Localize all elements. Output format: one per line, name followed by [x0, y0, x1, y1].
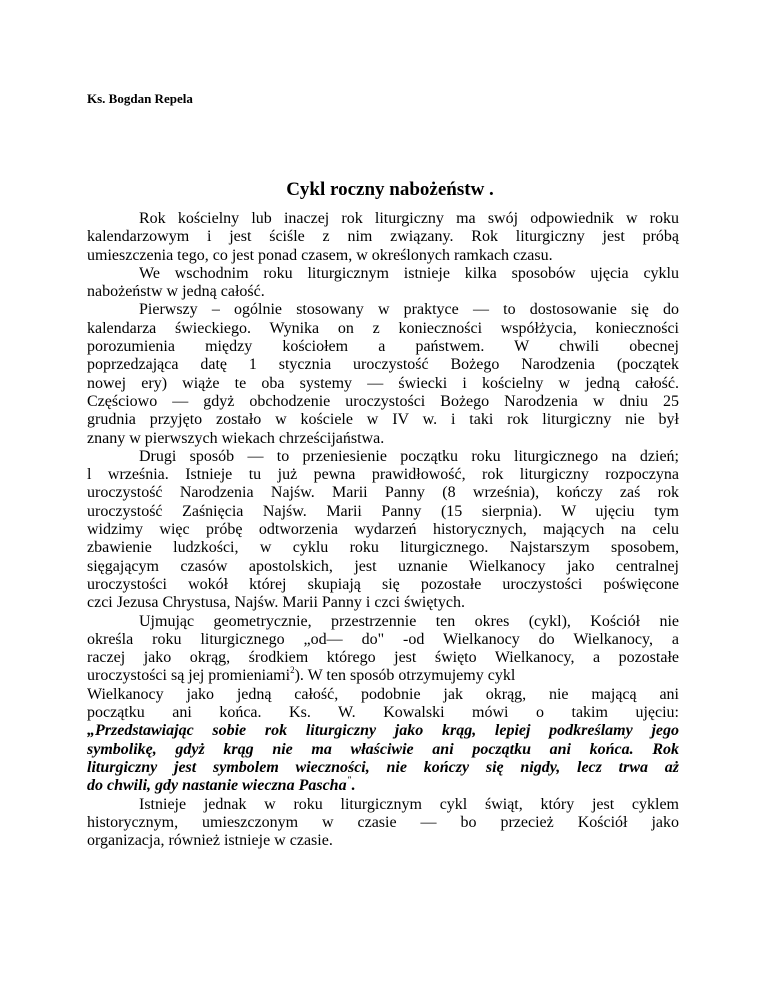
- text-line: poprzedzająca datę 1 stycznia uroczystość Bożego Narodzenia (początek: [87, 356, 679, 374]
- text-line: Częściowo — gdyż obchodzenie uroczystości Bożego Narodzenia w dniu 25: [87, 392, 679, 410]
- text-segment: ). W ten sposób otrzymujemy cykl: [294, 667, 516, 685]
- text-line: uroczystość Zaśnięcia Najśw. Marii Panny (15 sierpnia). W ujęciu tym: [87, 502, 679, 520]
- quote-line: „Przedstawiając sobie rok liturgiczny jako krąg, lepiej podkreślamy jego: [87, 722, 679, 740]
- title-text: Cykl roczny nabożeństw .: [286, 179, 494, 200]
- quote-line: liturgiczny jest symbolem wieczności, nie kończy się nigdy, lecz trwa aż: [87, 758, 679, 776]
- page-title: [0, 179, 768, 201]
- text-segment: do chwili, gdy nastanie wieczna Pascha: [87, 777, 347, 795]
- text-line: Pierwszy – ogólnie stosowany w praktyce — to dostosowanie się do: [139, 301, 679, 319]
- text-line: l września. Istnieje tu już pewna prawidłowość, rok liturgiczny rozpoczyna: [87, 466, 679, 484]
- quote-line: symbolikę, gdyż krąg nie ma właściwie ani początku ani końca. Rok: [87, 740, 679, 758]
- text-line: We wschodnim roku liturgicznym istnieje kilka sposobów ujęcia cyklu: [139, 264, 679, 282]
- text-line: sięgającym czasów apostolskich, jest uznanie Wielkanocy jako centralnej: [87, 557, 679, 575]
- text-line: zbawienie ludzkości, w cyklu roku liturgicznego. Najstarszym sposobem,: [87, 539, 679, 557]
- text-line: widzimy więc próbę odtworzenia wydarzeń historycznych, mających na celu: [87, 521, 679, 539]
- body-text: [87, 210, 679, 850]
- text-line: raczej jako okrąg, środkiem którego jest święto Wielkanocy, a pozostałe: [87, 649, 679, 667]
- text-line: uroczystości wokół której skupiają się pozostałe uroczystości poświęcone: [87, 575, 679, 593]
- footnote-marker: 2: [290, 665, 295, 676]
- text-segment: uroczystości są jej promieniami: [87, 667, 291, 685]
- text-line: kalendarzowym i jest ściśle z nim związany. Rok liturgiczny jest próbą: [87, 228, 679, 246]
- text-line: Ujmując geometrycznie, przestrzennie ten okres (cykl), Kościół nie: [139, 612, 679, 630]
- text-line: nowej ery) wiąże te oba systemy — świecki i kościelny w jedną całość.: [87, 374, 679, 392]
- text-segment: .: [351, 777, 356, 795]
- text-line: historycznym, umieszczonym w czasie — bo przecież Kościół jako: [87, 813, 679, 831]
- footnote-marker: ": [346, 775, 352, 786]
- text-line: Drugi sposób — to przeniesienie początku roku liturgicznego na dzień;: [139, 447, 679, 465]
- text-line: znany w pierwszych wiekach chrześcijaństwa.: [87, 429, 385, 447]
- text-line: czci Jezusa Chrystusa, Najśw. Marii Panny i czci świętych.: [87, 594, 465, 612]
- text-line: uroczystość Narodzenia Najśw. Marii Panny (8 września), kończy zaś rok: [87, 484, 679, 502]
- text-line: umieszczenia tego, co jest ponad czasem, w określonych ramkach czasu.: [87, 246, 553, 264]
- text-line: określa roku liturgicznego „od— do" -od Wielkanocy do Wielkanocy, a: [87, 630, 679, 648]
- text-line: grudnia przyjęto zostało w kościele w IV w. i taki rok liturgiczny nie był: [87, 411, 679, 429]
- text-line-with-footnote: [87, 667, 679, 685]
- text-line: Wielkanocy jako jedną całość, podobnie jak okrąg, nie mającą ani: [87, 685, 679, 703]
- text-line: kalendarza świeckiego. Wynika on z konieczności współżycia, konieczności: [87, 319, 679, 337]
- text-line: organizacja, również istnieje w czasie.: [87, 832, 333, 850]
- quote-line-with-footnote: [87, 777, 679, 795]
- text-line: początku ani końca. Ks. W. Kowalski mówi o takim ujęciu:: [87, 704, 679, 722]
- text-line: Istnieje jednak w roku liturgicznym cykl świąt, który jest cyklem: [139, 795, 679, 813]
- text-line: nabożeństw w jedną całość.: [87, 283, 265, 301]
- text-line: porozumienia między kościołem a państwem. W chwili obecnej: [87, 338, 679, 356]
- text-line: Rok kościelny lub inaczej rok liturgiczny ma swój odpowiednik w roku: [139, 210, 679, 227]
- author-name: Ks. Bogdan Repela: [87, 91, 193, 106]
